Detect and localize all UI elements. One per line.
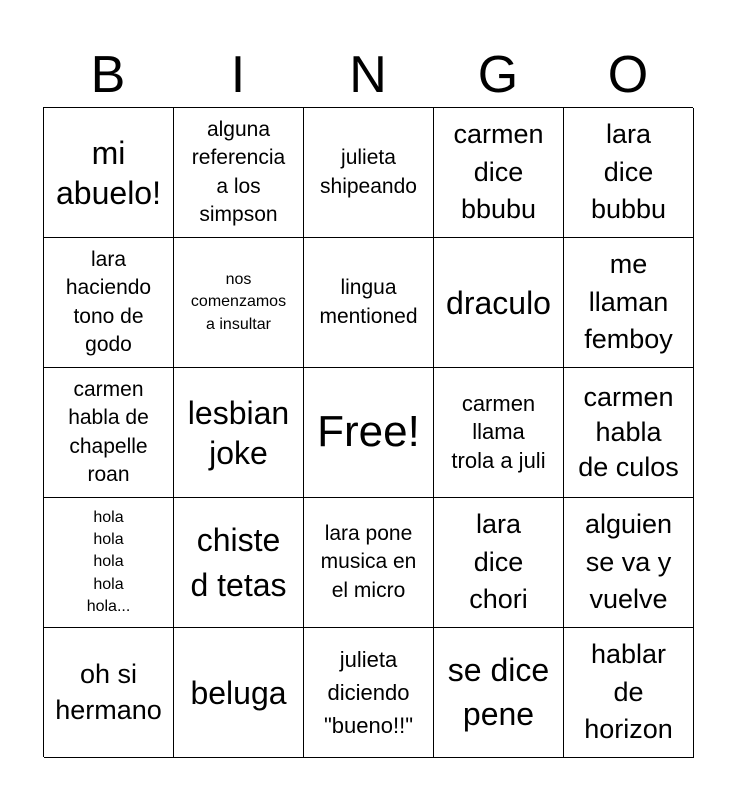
cell-text: carmen llama trola a juli [451,390,546,473]
bingo-cell[interactable] [434,108,564,238]
free-space-cell[interactable] [304,368,434,498]
cell-text: alguien se va y vuelve [584,508,673,615]
cell-text: lara dice chori [469,508,528,615]
bingo-cell[interactable] [44,368,174,498]
cell-text: alguna referencia a los simpson [191,117,286,226]
bingo-cell[interactable] [174,368,304,498]
cell-text: lingua mentioned [319,276,418,328]
bingo-cell[interactable] [434,628,564,758]
bingo-cell[interactable] [174,628,304,758]
cell-text: oh si hermano [55,659,162,725]
cell-text: lesbian joke [187,394,290,471]
cell-text: carmen habla de culos [578,381,679,483]
bingo-cell[interactable] [44,498,174,628]
bingo-cell[interactable] [174,238,304,368]
bingo-cell[interactable] [564,498,694,628]
cell-text: lara dice bubbu [590,118,667,225]
bingo-cell[interactable] [304,108,434,238]
cell-text: se dice pene [447,652,550,732]
bingo-cell[interactable] [174,498,304,628]
bingo-cell[interactable] [564,108,694,238]
bingo-board [43,107,693,757]
cell-text: lara haciendo tono de godo [65,247,152,356]
bingo-cell[interactable] [44,108,174,238]
cell-text: mi abuelo! [56,134,161,211]
cell-text: me llaman femboy [584,248,673,355]
cell-text: draculo [446,284,551,321]
bingo-cell[interactable] [434,238,564,368]
cell-text: julieta shipeando [320,146,417,198]
cell-text: hablar de horizon [584,638,673,745]
cell-text: lara pone musica en el micro [320,521,417,602]
bingo-cell[interactable] [44,238,174,368]
bingo-cell[interactable] [564,628,694,758]
free-space-text: Free! [317,407,420,457]
cell-text: nos comenzamos a insultar [190,270,287,333]
header-letter-i: I [230,46,246,104]
bingo-header [43,42,693,108]
header-letter-o: O [607,46,649,104]
bingo-cell[interactable] [44,628,174,758]
cell-text: carmen dice bbubu [453,118,544,225]
bingo-cell[interactable] [434,498,564,628]
cell-text: hola hola hola hola hola... [86,508,131,616]
bingo-cell[interactable] [564,368,694,498]
header-letter-n: N [349,46,387,104]
bingo-cell[interactable] [304,628,434,758]
bingo-cell[interactable] [304,498,434,628]
header-letter-b: B [90,46,126,104]
cell-text: beluga [190,674,287,711]
cell-text: chiste d tetas [190,521,287,603]
cell-text: julieta diciendo "bueno!!" [323,647,414,738]
bingo-cell[interactable] [174,108,304,238]
bingo-cell[interactable] [564,238,694,368]
cell-text: carmen habla de chapelle roan [68,377,149,486]
bingo-cell[interactable] [304,238,434,368]
header-letter-g: G [477,46,519,104]
bingo-cell[interactable] [434,368,564,498]
